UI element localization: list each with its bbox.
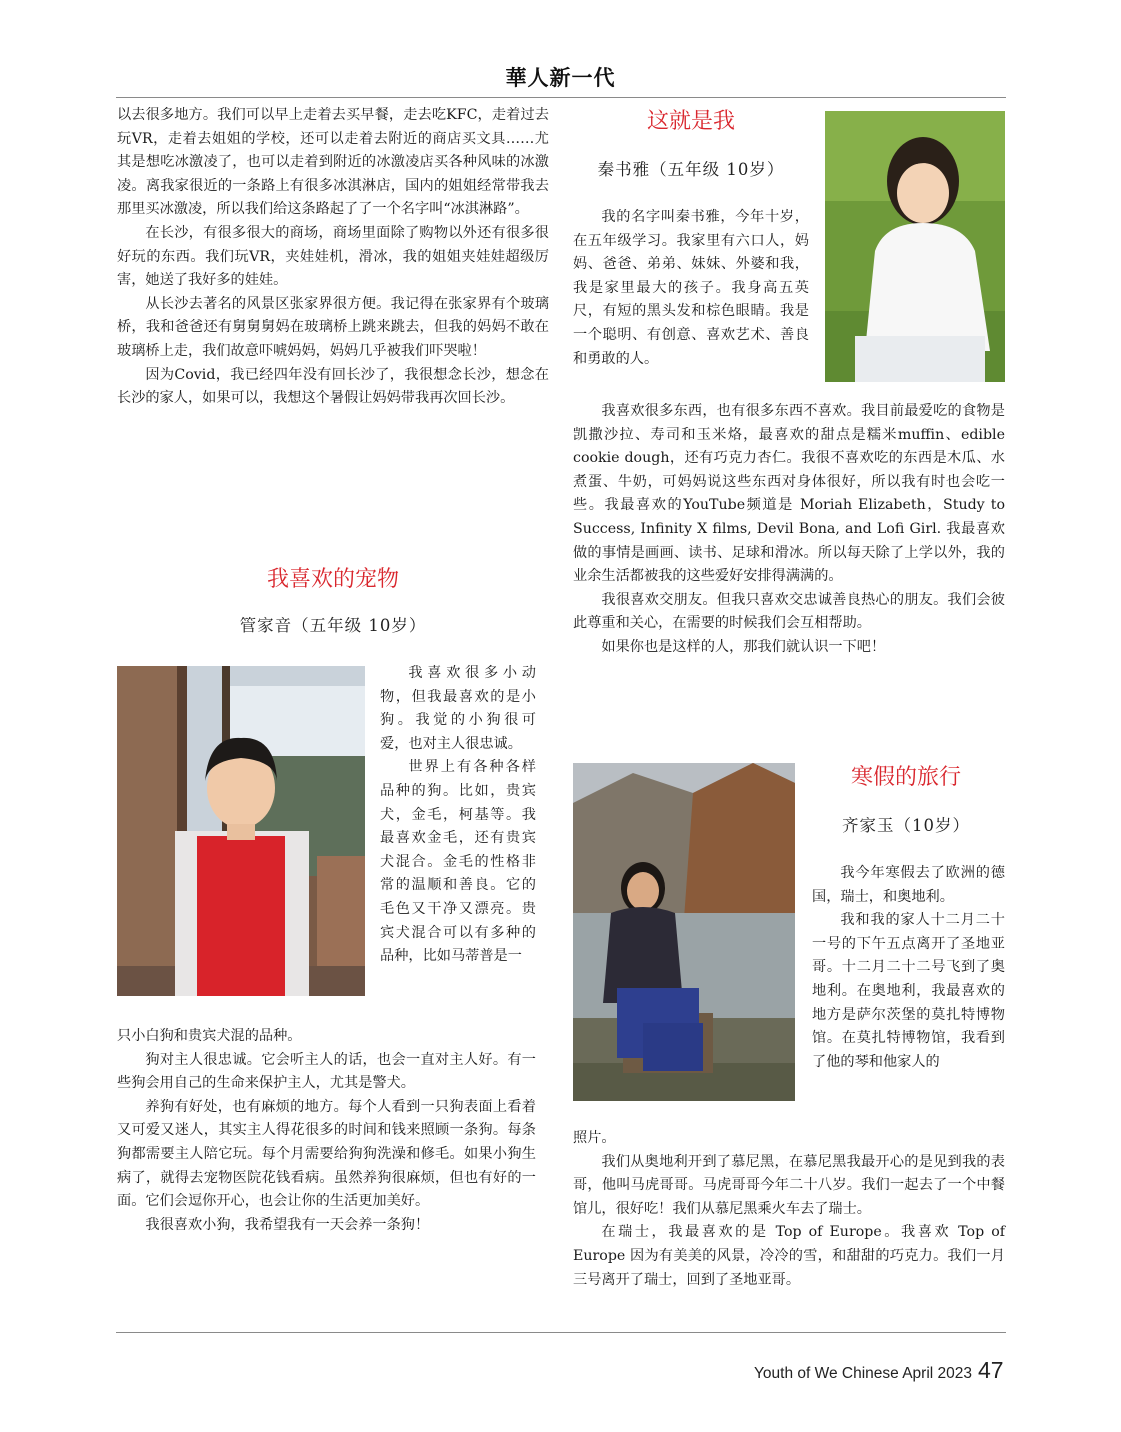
- me-author-photo: [825, 111, 1005, 382]
- me-wrap-text: [573, 206, 809, 371]
- pet-article-title: 我喜欢的宠物: [266, 567, 399, 592]
- pet-article-author: 管家音（五年级 10岁）: [239, 616, 427, 635]
- trip-body-text: [573, 1127, 1005, 1292]
- paragraph: 我的名字叫秦书雅，今年十岁，在五年级学习。我家里有六口人，妈妈、爸爸、弟弟、妹妹、外婆和我，我是家里最大的孩子。我身高五英尺，有短的黑头发和棕色眼睛。我是一个聪明、有创意、喜欢艺术、善良和勇敢的人。: [573, 209, 809, 367]
- paragraph: 狗对主人很忠诚。它会听主人的话，也会一直对主人好。有一些狗会用自己的生命来保护主人，尤其是警犬。: [117, 1051, 536, 1092]
- trip-article-title: 寒假的旅行: [850, 765, 961, 790]
- me-body-text: [573, 400, 1005, 660]
- pet-wrap-text: [380, 662, 536, 969]
- paragraph: 我喜欢很多小动物，但我最喜欢的是小狗。我觉的小狗很可爱，也对主人很忠诚。: [380, 665, 536, 752]
- pet-body-text: [117, 1025, 536, 1237]
- paragraph: 我和我的家人十二月二十一号的下午五点离开了圣地亚哥。十二月二十二号飞到了奥地利。在奥地利，我最喜欢的地方是萨尔茨堡的莫扎特博物馆。在莫扎特博物馆，我看到了他的琴和他家人的: [812, 912, 1005, 1070]
- page-number: 47: [978, 1357, 1004, 1383]
- paragraph: 世界上有各种各样品种的狗。比如，贵宾犬，金毛，柯基等。我最喜欢金毛，还有贵宾犬混合。金毛的性格非常的温顺和善良。它的毛色又干净又漂亮。贵宾犬混合可以有多种的品种，比如马蒂普是一: [380, 759, 536, 965]
- trip-article-author: 齐家玉（10岁）: [842, 816, 970, 835]
- me-article-title: 这就是我: [646, 109, 735, 134]
- paragraph: 我很喜欢交朋友。但我只喜欢交忠诚善良热心的朋友。我们会彼此尊重和关心，在需要的时候我们会互相帮助。: [573, 591, 1005, 632]
- paragraph: 我喜欢很多东西，也有很多东西不喜欢。我目前最爱吃的食物是凯撒沙拉、寿司和玉米烙，最喜欢的甜点是糯米muffin、edible cookie dough，还有巧克力杏仁。我很不喜欢吃的东西是木瓜、水煮蛋、牛奶，可妈妈说这些东西对身体很好，所以我有时也会吃一些。我最喜欢的YouTube频道是 Moriah Elizabeth，Study to Success, Infinity X films, Devil Bona, and Lofi Girl. 我最喜欢做的事情是画画、读书、足球和滑冰。所以每天除了上学以外，我的业余生活都被我的这些爱好安排得满满的。: [573, 403, 1005, 585]
- paragraph: 如果你也是这样的人，那我们就认识一下吧！: [601, 638, 886, 655]
- footer-magazine-info: Youth of We Chinese April 2023: [753, 1365, 972, 1382]
- paragraph: 在瑞士，我最喜欢的是 Top of Europe。我喜欢 Top of Europe 因为有美美的风景，冷冷的雪，和甜甜的巧克力。我们一月三号离开了瑞士，回到了圣地亚哥。: [573, 1224, 1005, 1288]
- header-rule: [116, 97, 1006, 98]
- paragraph: 因为Covid，我已经四年没有回长沙了，我很想念长沙，想念在长沙的家人，如果可以，我想这个暑假让妈妈带我再次回长沙。: [117, 366, 549, 407]
- magazine-header-title: 華人新一代: [505, 66, 616, 90]
- paragraph: 只小白狗和贵宾犬混的品种。: [117, 1028, 302, 1044]
- paragraph: 我们从奥地利开到了慕尼黑，在慕尼黑我最开心的是见到我的表哥，他叫马虎哥哥。马虎哥哥今年二十八岁。我们一起去了一个中餐馆儿，很好吃！我们从慕尼黑乘火车去了瑞士。: [573, 1153, 1005, 1217]
- paragraph: 从长沙去著名的风景区张家界很方便。我记得在张家界有个玻璃桥，我和爸爸还有舅舅舅妈在玻璃桥上跳来跳去，但我的妈妈不敢在玻璃桥上走，我们故意吓唬妈妈，妈妈几乎被我们吓哭啦！: [117, 295, 549, 359]
- paragraph: 以去很多地方。我们可以早上走着去买早餐，走去吃KFC，走着过去玩VR，走着去姐姐的学校，还可以走着去附近的商店买文具……尤其是想吃冰激凌了，也可以走着到附近的冰激凌店买各种风味的冰激凌。离我家很近的一条路上有很多冰淇淋店，国内的姐姐经常带我去那里买冰激凌，所以我们给这条路起了了一个名字叫“冰淇淋路”。: [117, 107, 549, 218]
- paragraph: 养狗有好处，也有麻烦的地方。每个人看到一只狗表面上看着又可爱又迷人，其实主人得花很多的时间和钱来照顾一条狗。每条狗都需要主人陪它玩。每个月需要给狗狗洗澡和修毛。如果小狗生病了，就得去宠物医院花钱看病。虽然养狗很麻烦，但也有好的一面。它们会逗你开心，也会让你的生活更加美好。: [117, 1098, 536, 1210]
- footer-rule: [116, 1332, 1006, 1333]
- trip-wrap-text: [812, 862, 1005, 1074]
- pet-author-photo: [117, 666, 365, 996]
- paragraph: 在长沙，有很多很大的商场，商场里面除了购物以外还有很多很好玩的东西。我们玩VR，夹娃娃机，滑冰，我的姐姐夹娃娃超级厉害，她送了我好多的娃娃。: [117, 224, 549, 289]
- paragraph: 我很喜欢小狗，我希望我有一天会养一条狗！: [145, 1216, 430, 1233]
- me-article-author: 秦书雅（五年级 10岁）: [597, 160, 785, 179]
- left-column-text: [117, 104, 549, 411]
- trip-author-photo: [573, 763, 795, 1101]
- paragraph: 我今年寒假去了欧洲的德国，瑞士，和奥地利。: [812, 865, 1005, 905]
- paragraph: 照片。: [573, 1130, 616, 1146]
